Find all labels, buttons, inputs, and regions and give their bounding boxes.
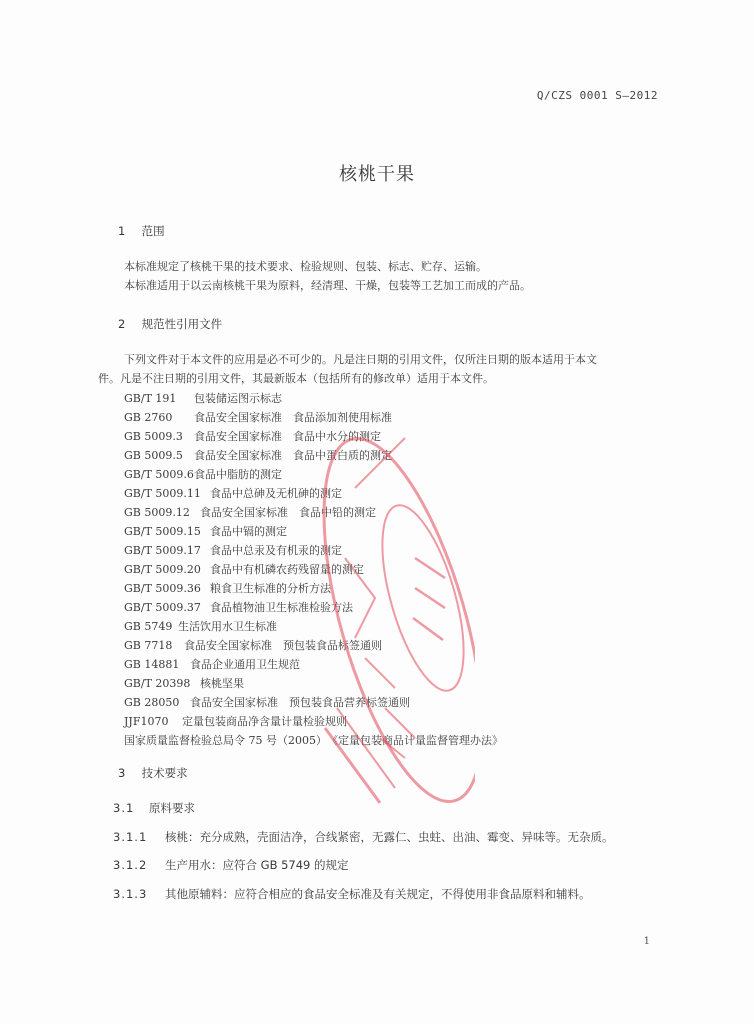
reference-code: GB 28050 xyxy=(124,696,180,709)
reference-code: GB 5009.3 xyxy=(124,430,183,443)
reference-item xyxy=(124,446,503,465)
reference-item xyxy=(124,655,503,674)
section-2-heading xyxy=(118,316,222,332)
section-1-heading xyxy=(118,223,165,239)
reference-list xyxy=(124,389,503,750)
section-3-heading xyxy=(118,765,188,781)
reference-code: 国家质量监督检验总局令 75 号（2005） xyxy=(124,734,327,747)
section-title: 技术要求 xyxy=(141,766,188,780)
document-title: 核桃干果 xyxy=(339,164,415,185)
reference-title: 食品中总汞及有机汞的测定 xyxy=(210,544,342,557)
clause-number: 3.1.2 xyxy=(113,858,148,872)
reference-item xyxy=(124,389,503,408)
reference-title: 食品安全国家标准 预包装食品营养标签通则 xyxy=(190,696,410,709)
reference-code: JJF1070 xyxy=(124,715,169,728)
reference-title: 食品中总砷及无机砷的测定 xyxy=(210,487,342,500)
subsection-3-1-heading xyxy=(113,800,195,816)
reference-code: GB 5749 xyxy=(124,620,173,633)
reference-title: 粮食卫生标准的分析方法 xyxy=(210,582,331,595)
clause-3-1-3 xyxy=(113,886,591,902)
reference-item xyxy=(124,503,503,522)
page-number: 1 xyxy=(643,936,650,947)
clause-number: 3.1.3 xyxy=(113,887,148,901)
reference-title: 食品企业通用卫生规范 xyxy=(190,658,300,671)
reference-code: GB/T 5009.37 xyxy=(124,601,201,614)
reference-code: GB 14881 xyxy=(124,658,180,671)
reference-item xyxy=(124,674,503,693)
reference-code: GB 5009.5 xyxy=(124,449,183,462)
reference-item xyxy=(124,465,503,484)
reference-title: 食品安全国家标准 预包装食品标签通则 xyxy=(184,639,382,652)
standard-code: Q/CZS 0001 S—2012 xyxy=(536,89,658,102)
reference-code: GB/T 5009.20 xyxy=(124,563,201,576)
subsection-title: 原料要求 xyxy=(149,801,195,815)
clause-number: 3.1.1 xyxy=(113,830,148,844)
clause-3-1-2 xyxy=(113,857,349,873)
section-title: 规范性引用文件 xyxy=(141,317,223,331)
reference-item xyxy=(124,598,503,617)
clause-text: 其他原辅料：应符合相应的食品安全标准及有关规定，不得使用非食品原料和辅料。 xyxy=(165,887,591,901)
reference-code: GB/T 5009.15 xyxy=(124,525,201,538)
reference-item xyxy=(124,579,503,598)
reference-item xyxy=(124,617,503,636)
reference-code: GB/T 20398 xyxy=(124,677,191,690)
reference-item xyxy=(124,408,503,427)
reference-code: GB 7718 xyxy=(124,639,173,652)
reference-title: 食品安全国家标准 食品中铅的测定 xyxy=(200,506,376,519)
reference-item xyxy=(124,731,503,750)
reference-title: 定量包装商品净含量计量检验规则 xyxy=(182,715,347,728)
reference-item xyxy=(124,541,503,560)
reference-item xyxy=(124,712,503,731)
reference-title: 食品中镉的测定 xyxy=(210,525,287,538)
clause-text: 核桃：充分成熟，壳面洁净，合线紧密，无露仁、虫蛀、出油、霉变、异味等。无杂质。 xyxy=(165,830,614,844)
reference-title: 生活饮用水卫生标准 xyxy=(178,620,277,633)
reference-title: 核桃坚果 xyxy=(200,677,244,690)
reference-title: 食品中有机磷农药残留量的测定 xyxy=(210,563,364,576)
reference-item xyxy=(124,427,503,446)
reference-code: GB/T 191 xyxy=(124,392,177,405)
reference-title: 食品安全国家标准 食品中水分的测定 xyxy=(194,430,381,443)
reference-title: 食品安全国家标准 食品添加剂使用标准 xyxy=(194,411,392,424)
reference-item xyxy=(124,522,503,541)
section-number: 2 xyxy=(118,317,126,331)
reference-code: GB/T 5009.11 xyxy=(124,487,201,500)
reference-item xyxy=(124,560,503,579)
reference-code: GB/T 5009.36 xyxy=(124,582,201,595)
paragraph-line: 件。凡是不注日期的引用文件，其最新版本（包括所有的修改单）适用于本文件。 xyxy=(98,372,494,385)
reference-item xyxy=(124,693,503,712)
reference-title: 包装储运图示标志 xyxy=(194,392,282,405)
reference-title: 食品植物油卫生标准检验方法 xyxy=(210,601,353,614)
reference-code: GB/T 5009.17 xyxy=(124,544,201,557)
reference-item xyxy=(124,484,503,503)
reference-title: 食品安全国家标准 食品中蛋白质的测定 xyxy=(194,449,392,462)
section-2-intro xyxy=(98,350,670,388)
paragraph-line: 本标准适用于以云南核桃干果为原料，经清理、干燥，包装等工艺加工而成的产品。 xyxy=(124,279,531,292)
reference-code: GB/T 5009.6 xyxy=(124,468,194,481)
clause-text: 生产用水：应符合 GB 5749 的规定 xyxy=(165,858,349,872)
section-number: 1 xyxy=(118,224,126,238)
clause-3-1-1 xyxy=(113,829,614,845)
paragraph-line: 下列文件对于本文件的应用是必不可少的。凡是注日期的引用文件，仅所注日期的版本适用于本文 xyxy=(124,353,597,366)
reference-title: 《定量包装商品计量监督管理办法》 xyxy=(326,734,503,747)
subsection-number: 3.1 xyxy=(113,801,135,815)
reference-title: 食品中脂肪的测定 xyxy=(194,468,282,481)
reference-code: GB 2760 xyxy=(124,411,173,424)
reference-item xyxy=(124,636,503,655)
reference-code: GB 5009.12 xyxy=(124,506,190,519)
section-1-body xyxy=(124,257,666,295)
section-number: 3 xyxy=(118,766,126,780)
section-title: 范围 xyxy=(141,224,165,238)
paragraph-line: 本标准规定了核桃干果的技术要求、检验规则、包装、标志、贮存、运输。 xyxy=(124,260,487,273)
